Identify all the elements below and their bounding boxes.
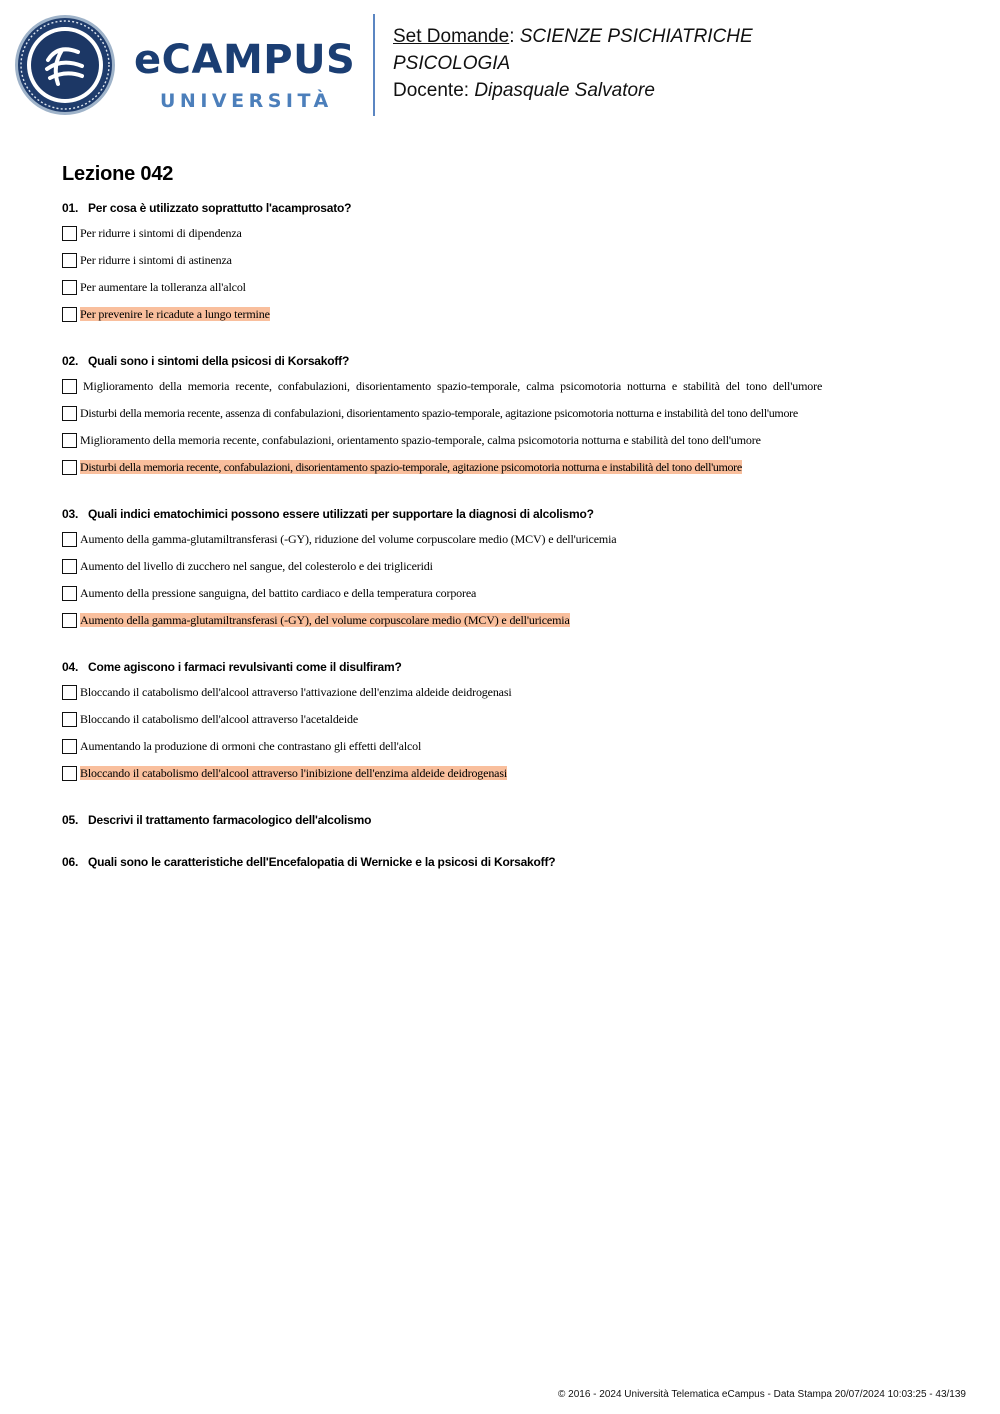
question-text: Come agiscono i farmaci revulsivanti come il disulfiram? [88,660,402,674]
set-domande-sep: : [509,26,515,47]
question-03 [62,506,942,640]
lesson-content [62,160,942,896]
question-text: Quali indici ematochimici possono essere utilizzati per supportare la diagnosi di alcolismo? [88,507,594,521]
page-footer: © 2016 - 2024 Università Telematica eCampus - Data Stampa 20/07/2024 10:03:25 - 43/139 [558,1389,966,1400]
answer-option-correct [62,307,942,334]
answer-text-correct: Bloccando il catabolismo dell'alcool attraverso l'inibizione dell'enzima aldeide deidrogenasi [80,766,508,780]
answer-checkbox[interactable] [62,739,77,754]
answer-option [62,379,942,406]
answer-option [62,280,942,307]
answer-checkbox[interactable] [62,685,77,700]
answer-checkbox[interactable] [62,253,77,268]
answer-checkbox[interactable] [62,379,77,394]
set-domande-line [393,23,753,50]
answer-checkbox[interactable] [62,406,77,421]
question-heading [62,506,942,522]
answer-option [62,226,942,253]
question-number: 03. [62,507,79,521]
set-domande-value-1: SCIENZE PSICHIATRICHE [519,26,753,47]
question-text: Descrivi il trattamento farmacologico dell'alcolismo [88,813,372,827]
answer-checkbox[interactable] [62,532,77,547]
answer-checkbox[interactable] [62,712,77,727]
answer-checkbox[interactable] [62,226,77,241]
answer-text: Per ridurre i sintomi di astinenza [80,253,232,267]
answer-option [62,532,942,559]
answer-text: Aumento del livello di zucchero nel sangue, del colesterolo e dei trigliceridi [80,559,433,573]
set-domande-value-2: PSICOLOGIA [393,53,511,74]
question-heading [62,659,942,675]
question-text: Quali sono le caratteristiche dell'Encefalopatia di Wernicke e la psicosi di Korsakoff? [88,855,556,869]
ecampus-logo [14,14,374,118]
question-number: 02. [62,354,79,368]
answer-option [62,739,942,766]
answer-checkbox[interactable] [62,433,77,448]
answer-text: Disturbi della memoria recente, assenza di confabulazioni, disorientamento spazio-temporale, agitazione psicomotoria notturna e instabilità del tono dell'umore [80,406,798,420]
answer-option [62,685,942,712]
question-heading [62,854,942,870]
university-seal-icon [14,14,116,116]
question-number: 05. [62,813,79,827]
docente-line [393,77,753,104]
answer-option [62,253,942,280]
answer-text: Miglioramento della memoria recente, confabulazioni, orientamento spazio-temporale, calma psicomotoria notturna e stabilità del tono dell'umore [80,433,761,447]
answer-text: Miglioramento della memoria recente, confabulazioni, disorientamento spazio-temporale, calma psicomotoria notturna e stabilità del tono dell'umore [83,379,823,393]
answer-checkbox[interactable] [62,613,77,628]
logo-subtitle-text: UNIVERSITÀ [160,90,333,112]
answer-option [62,559,942,586]
question-text: Quali sono i sintomi della psicosi di Korsakoff? [88,354,350,368]
answer-text: Per aumentare la tolleranza all'alcol [80,280,246,294]
docente-value: Dipasquale Salvatore [474,80,655,101]
docente-label: Docente: [393,80,470,101]
lesson-title: Lezione 042 [62,163,174,185]
answer-text-correct: Disturbi della memoria recente, confabulazioni, disorientamento spazio-temporale, agitazione psicomotoria notturna e instabilità del tono dell'umore [80,460,742,474]
question-heading [62,353,942,369]
logo-brand-text: eCAMPUS [134,37,356,83]
answer-text-correct: Aumento della gamma-glutamiltransferasi (-GY), del volume corpuscolare medio (MCV) e dell'uricemia [80,613,570,627]
answer-option [62,433,942,460]
question-heading [62,200,942,216]
question-number: 06. [62,855,79,869]
answer-text: Aumento della gamma-glutamiltransferasi (-GY), riduzione del volume corpuscolare medio (MCV) e dell'uricemia [80,532,617,546]
answer-option [62,586,942,613]
answer-option-correct [62,613,942,640]
answer-checkbox[interactable] [62,460,77,475]
header-meta [393,23,753,104]
question-text: Per cosa è utilizzato soprattutto l'acamprosato? [88,201,352,215]
answer-option-correct [62,766,942,793]
answer-checkbox[interactable] [62,586,77,601]
question-06 [62,854,942,870]
answer-text: Per ridurre i sintomi di dipendenza [80,226,242,240]
answer-option [62,406,942,433]
set-domande-label: Set Domande [393,26,510,47]
answer-text: Aumentando la produzione di ormoni che contrastano gli effetti dell'alcol [80,739,422,753]
question-02 [62,353,942,487]
answer-text-correct: Per prevenire le ricadute a lungo termine [80,307,270,321]
answer-option-correct [62,460,942,487]
answer-option [62,712,942,739]
page-header [0,0,1000,130]
question-number: 01. [62,201,79,215]
question-01 [62,200,942,334]
question-number: 04. [62,660,79,674]
answer-text: Bloccando il catabolismo dell'alcool attraverso l'acetaldeide [80,712,359,726]
question-05 [62,812,942,828]
answer-checkbox[interactable] [62,559,77,574]
header-divider [373,14,375,116]
answer-checkbox[interactable] [62,766,77,781]
question-04 [62,659,942,793]
answer-checkbox[interactable] [62,280,77,295]
answer-text: Bloccando il catabolismo dell'alcool attraverso l'attivazione dell'enzima aldeide deidrogenasi [80,685,512,699]
answer-text: Aumento della pressione sanguigna, del battito cardiaco e della temperatura corporea [80,586,477,600]
question-heading [62,812,942,828]
answer-checkbox[interactable] [62,307,77,322]
